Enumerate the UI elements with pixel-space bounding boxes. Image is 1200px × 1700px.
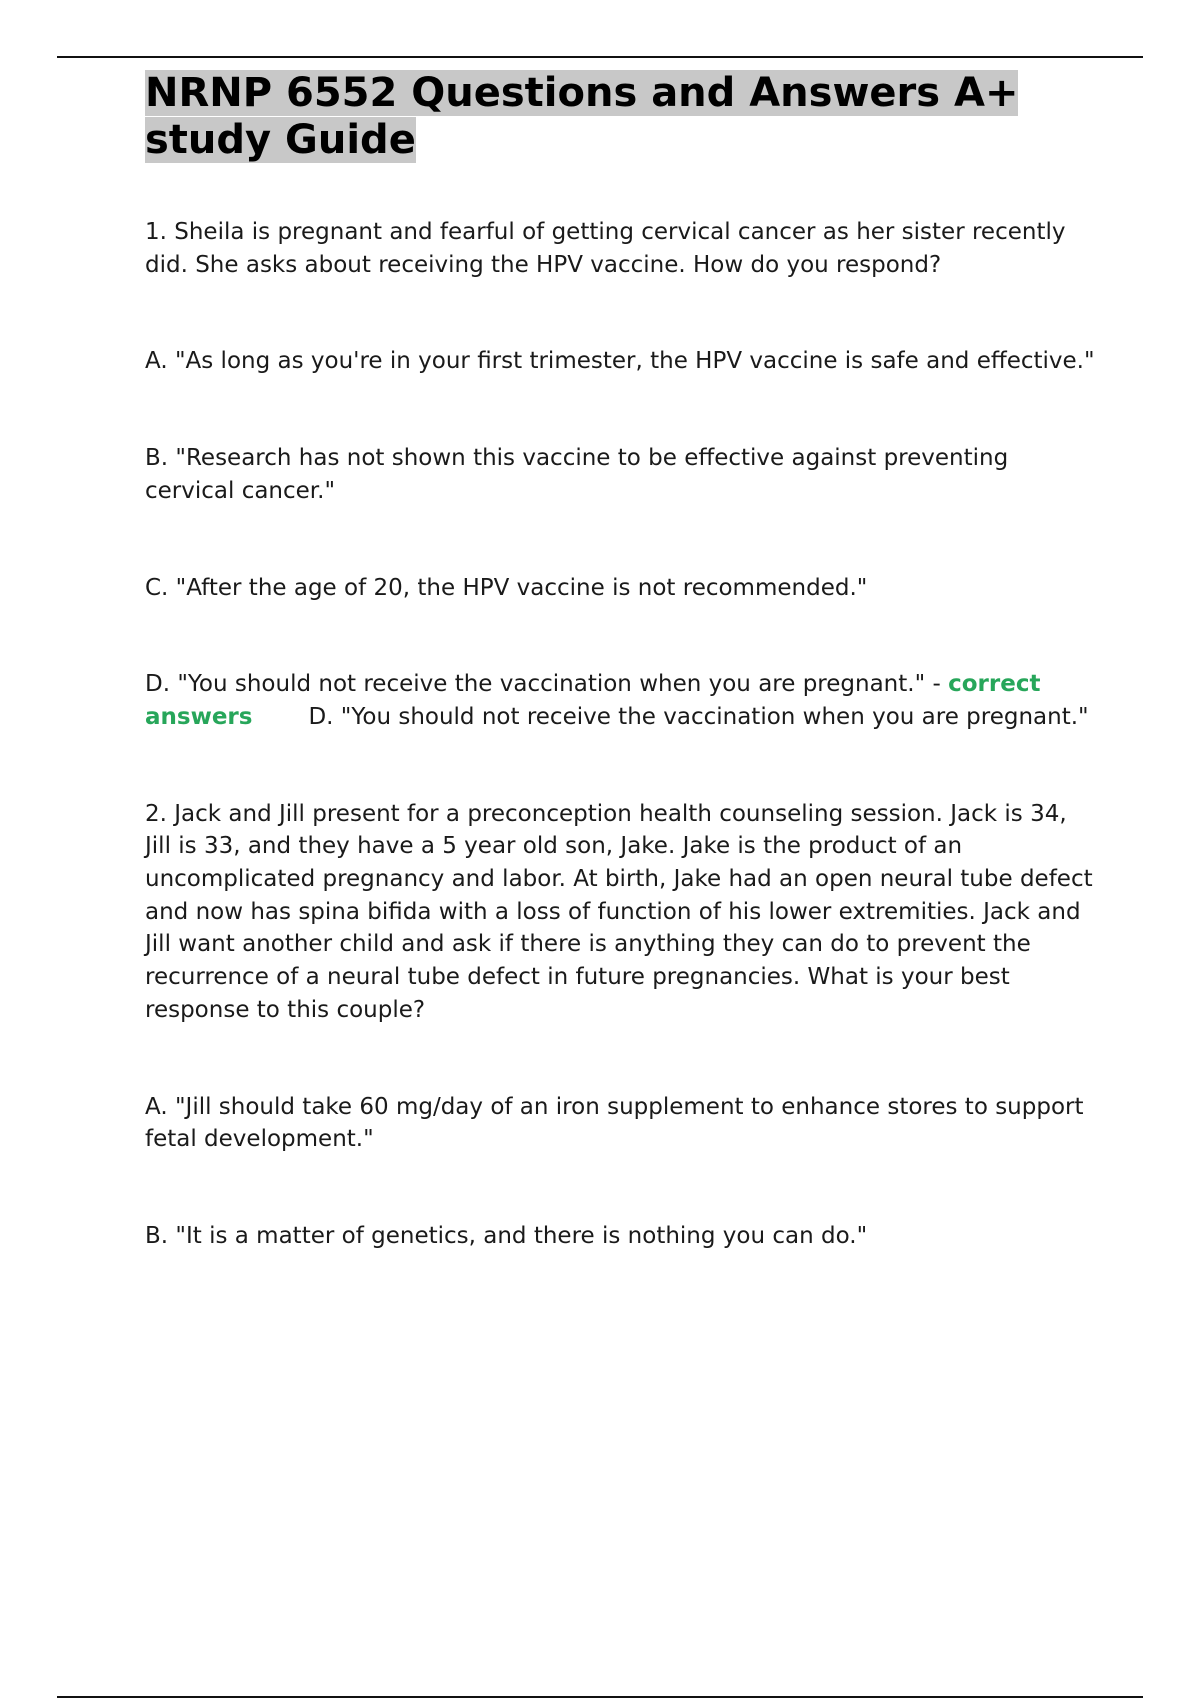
question-2-option-a: A. "Jill should take 60 mg/day of an iron supplement to enhance stores to support fetal development." [145, 1093, 1084, 1153]
question-2-option-b: B. "It is a matter of genetics, and there is nothing you can do." [145, 1222, 868, 1249]
correct-answer-text: D. "You should not receive the vaccination when you are pregnant." [308, 703, 1089, 730]
document-title [145, 70, 1095, 164]
question-1-option-a: A. "As long as you're in your first trimester, the HPV vaccine is safe and effective." [145, 348, 1095, 375]
question-1-option-c: C. "After the age of 20, the HPV vaccine is not recommended." [145, 574, 868, 601]
document-title-text: NRNP 6552 Questions and Answers A+ study Guide [145, 70, 1019, 163]
question-2-prompt: 2. Jack and Jill present for a preconception health counseling session. Jack is 34, Jill is 33, and they have a 5 year old son, Jake. Jake is the product of an uncomplicated pregnancy and labor. At birth, Jake had an open neural tube defect and now has spina bifida with a loss of function of his lower extremities. Jack and Jill want another child and ask if there is anything they can do to prevent the recurrence of a neural tube defect in future pregnancies. What is your best response to this couple? [145, 800, 1093, 1023]
question-1-prompt: 1. Sheila is pregnant and fearful of getting cervical cancer as her sister recently did. She asks about receiving the HPV vaccine. How do you respond? [145, 219, 1066, 278]
question-1-option-d-text: D. "You should not receive the vaccination when you are pregnant." - [145, 671, 941, 698]
bottom-rule [57, 1696, 1143, 1698]
correct-answers-label: correct answers [145, 671, 1041, 730]
top-rule [57, 56, 1143, 58]
question-1-option-b: B. "Research has not shown this vaccine to be effective against preventing cervical cancer." [145, 445, 1009, 504]
question-1-option-d [145, 668, 1095, 733]
document-body [145, 70, 1095, 1253]
